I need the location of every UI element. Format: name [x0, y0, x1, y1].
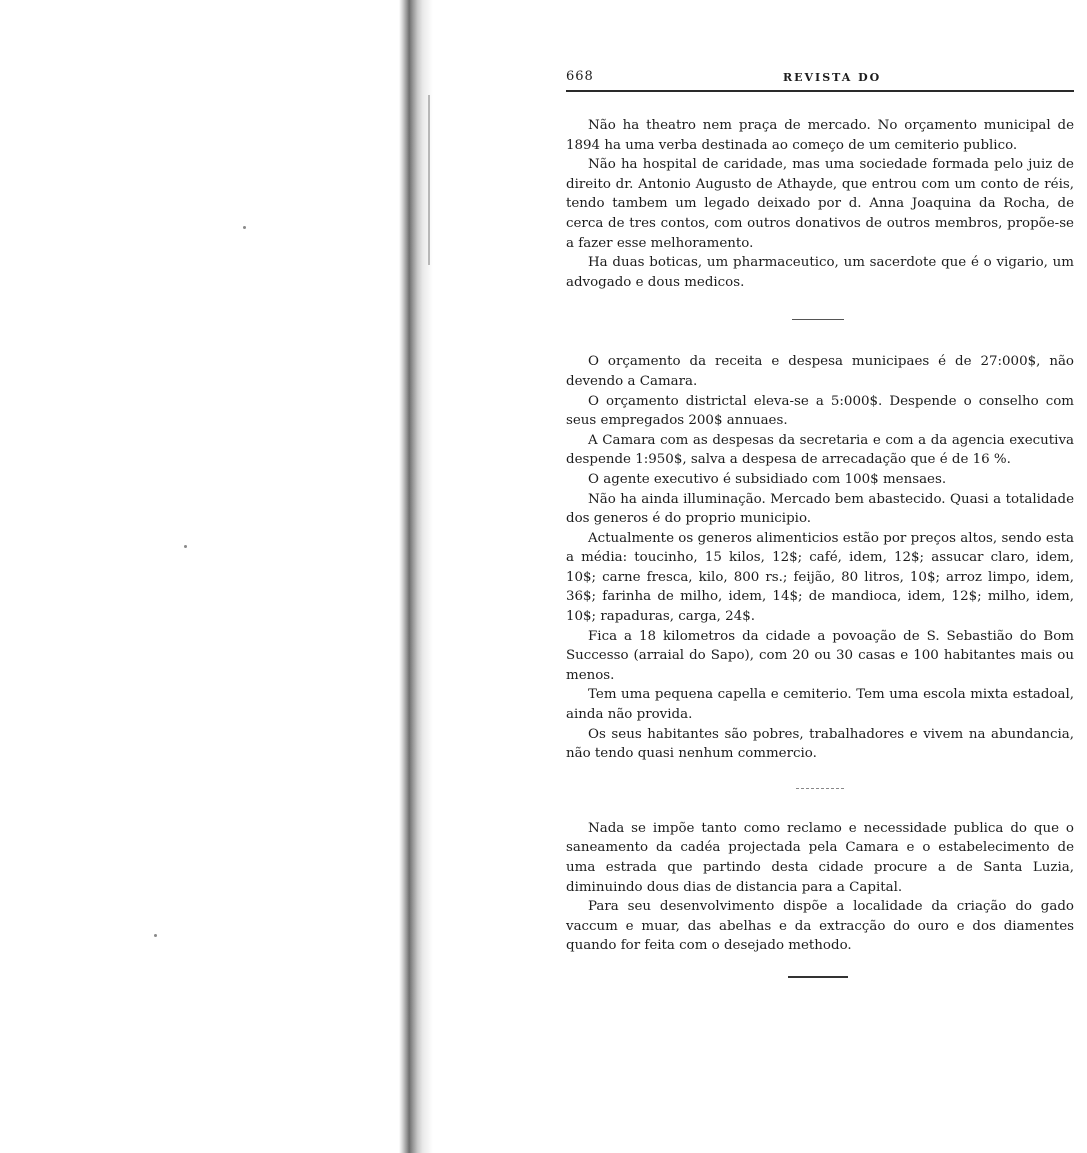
paper-speck — [154, 934, 157, 937]
paragraph: Para seu desenvolvimento dispõe a localidade da criação do gado vaccum e muar, das abelhas e da extracção do ouro e dos diamentes quando for feita com o desejado methodo. — [566, 899, 1074, 954]
text-section — [566, 819, 1074, 956]
running-title: REVISTA DO — [783, 71, 882, 84]
page-number: 668 — [566, 69, 594, 84]
paragraph: O orçamento districtal eleva-se a 5:000$. Despende o conselho com seus empregados 200$ annuaes. — [566, 393, 1074, 429]
paragraph: Os seus habitantes são pobres, trabalhadores e vivem na abundancia, não tendo quasi nenhum commercio. — [566, 726, 1074, 762]
running-header — [566, 66, 1074, 92]
paragraph: Tem uma pequena capella e cemiterio. Tem uma escola mixta estadoal, ainda não provida. — [566, 687, 1074, 723]
paragraph: Não ha ainda illuminação. Mercado bem abastecido. Quasi a totalidade dos generos é do proprio municipio. — [566, 491, 1074, 527]
paragraph: Ha duas boticas, um pharmaceutico, um sacerdote que é o vigario, um advogado e dous medicos. — [566, 255, 1074, 290]
paragraph: Actualmente os generos alimenticios estão por preços altos, sendo esta a média: toucinho, 15 kilos, 12$; café, idem, 12$; assucar claro, idem, 10$; carne fresca, kilo, 800 rs.; feijão, 80 litros, 10$; arroz limpo, idem, 36$; farinha de milho, idem, 14$; de mandioca, idem, 12$; milho, idem, 10$; rapaduras, carga, 24$. — [566, 530, 1074, 625]
paragraph: Fica a 18 kilometros da cidade a povoação de S. Sebastião do Bom Successo (arraial do Sapo), com 20 ou 30 casas e 100 habitantes mais ou menos. — [566, 628, 1074, 683]
text-section — [566, 352, 1074, 763]
paragraph: Não ha theatro nem praça de mercado. No orçamento municipal de 1894 ha uma verba destinada ao começo de um cemiterio publico. — [566, 118, 1074, 153]
paragraph: Nada se impõe tanto como reclamo e necessidade publica do que o saneamento da cadéa projectada pela Camara e o estabelecimento de uma estrada que partindo desta cidade procure a de Santa Luzia, diminuindo dous dias de distancia para a Capital. — [566, 820, 1074, 895]
paragraph: Não ha hospital de caridade, mas uma sociedade formada pelo juiz de direito dr. Antonio Augusto de Athayde, que entrou com um conto de réis, tendo tambem um legado deixado por d. Anna Joaquina da Rocha, de cerca de tres contos, com outros donativos de outros membros, propõe-se a fazer esse melhoramento. — [566, 157, 1074, 251]
section-divider — [792, 319, 844, 320]
end-divider — [788, 976, 848, 978]
paragraph: O orçamento da receita e despesa municipaes é de 27:000$, não devendo a Camara. — [566, 354, 1074, 389]
paragraph: A Camara com as despesas da secretaria e com a da agencia executiva despende 1:950$, salva a despesa de arrecadação que é de 16 %. — [566, 432, 1074, 468]
paragraph: O agente executivo é subsidiado com 100$ mensaes. — [588, 471, 947, 487]
text-section — [566, 116, 1074, 292]
paper-speck — [184, 545, 187, 548]
section-divider — [796, 788, 844, 789]
paper-speck — [243, 226, 246, 229]
gutter-shadow-line — [428, 95, 430, 265]
book-page — [566, 66, 1074, 978]
